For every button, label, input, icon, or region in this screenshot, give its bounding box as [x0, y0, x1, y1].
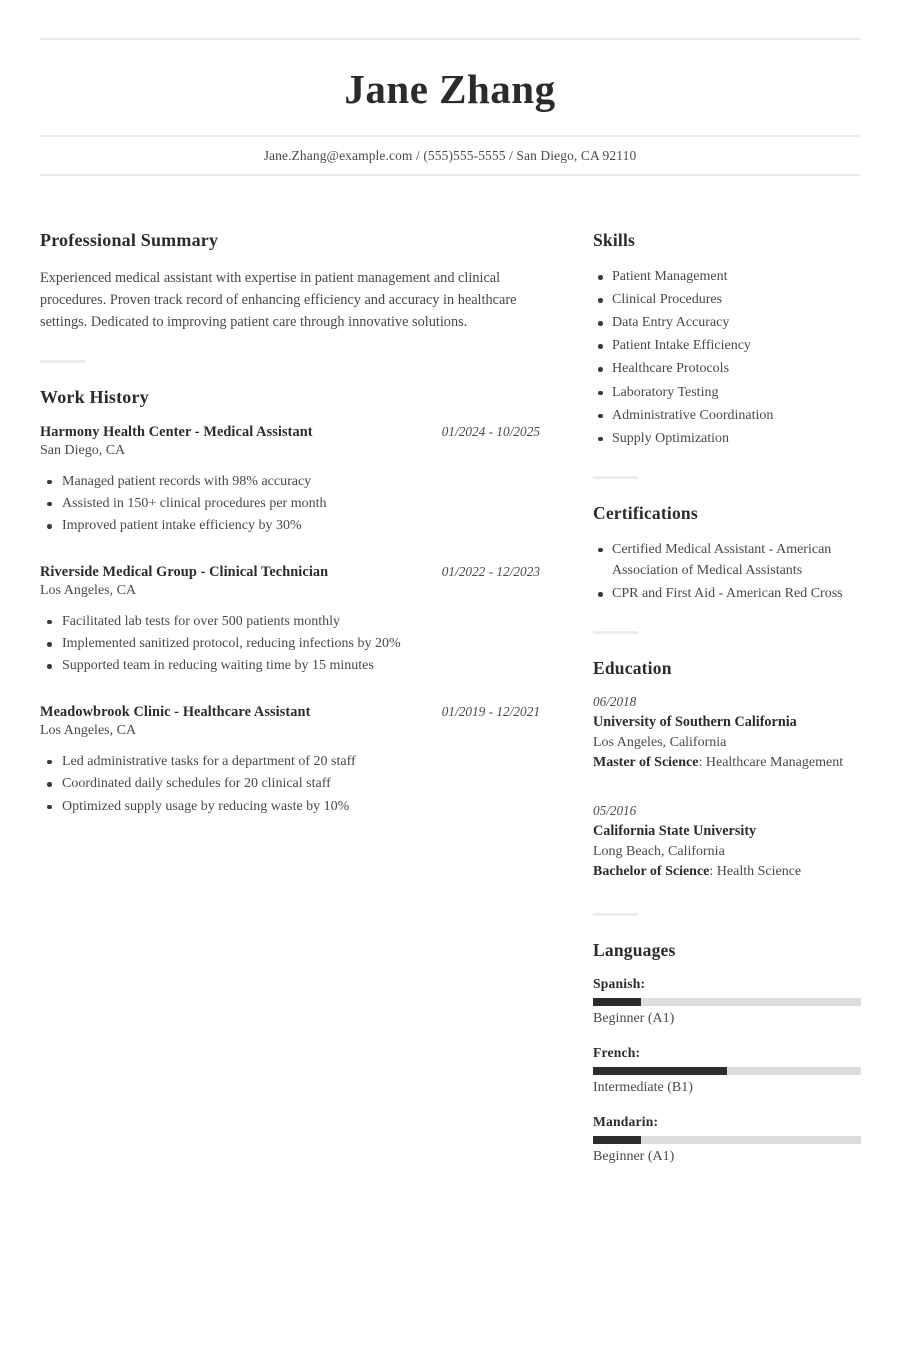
language-proficiency-fill	[593, 998, 641, 1006]
section-divider	[40, 360, 85, 363]
skill-item: Healthcare Protocols	[593, 358, 860, 380]
education-degree	[593, 753, 860, 773]
education-location: Los Angeles, California	[593, 734, 727, 750]
job-bullet: Assisted in 150+ clinical procedures per month	[40, 493, 540, 515]
skill-item: Patient Management	[593, 266, 860, 288]
education-degree	[593, 862, 860, 882]
job-header	[40, 704, 540, 721]
language-name: Spanish:	[593, 975, 646, 991]
header-bottom-rule	[40, 174, 860, 176]
right-column	[560, 230, 860, 1165]
education-school: University of Southern California	[593, 713, 797, 730]
education-degree-label: Bachelor of Science	[593, 864, 710, 880]
skill-item: Clinical Procedures	[593, 289, 860, 311]
resume-body	[0, 230, 900, 1165]
job-title: Harmony Health Center - Medical Assistant	[40, 423, 313, 440]
job-location: San Diego, CA	[40, 442, 126, 458]
language-entry	[593, 976, 860, 1027]
job-dates: 01/2022 - 12/2023	[441, 563, 540, 579]
education-date: 05/2016	[593, 803, 637, 819]
section-divider	[593, 476, 638, 479]
certifications-list	[593, 539, 860, 605]
language-name: Mandarin:	[593, 1113, 659, 1129]
job-location: Los Angeles, CA	[40, 582, 137, 598]
language-level: Beginner (A1)	[593, 1148, 675, 1164]
job-bullet: Managed patient records with 98% accuracy	[40, 471, 540, 493]
section-title-certifications: Certifications	[593, 502, 698, 523]
certification-item: Certified Medical Assistant - American Association of Medical Assistants	[593, 539, 860, 582]
job-dates: 01/2024 - 10/2025	[441, 423, 540, 439]
professional-summary-text: Experienced medical assistant with expertise in patient management and clinical procedures. Proven track record of enhancing efficiency and accuracy in healthcare settings. Dedicated to improving patient care through innovative solutions.	[40, 270, 517, 331]
skills-list	[593, 266, 860, 450]
language-name: French:	[593, 1044, 641, 1060]
certification-item: CPR and First Aid - American Red Cross	[593, 583, 860, 604]
job-bullet: Facilitated lab tests for over 500 patients monthly	[40, 611, 540, 633]
resume-header	[0, 0, 900, 176]
job-bullet: Coordinated daily schedules for 20 clinical staff	[40, 773, 540, 795]
language-proficiency-fill	[593, 1067, 727, 1075]
job-bullet: Optimized supply usage by reducing waste by 10%	[40, 796, 540, 818]
education-school: California State University	[593, 823, 757, 840]
job-bullet: Supported team in reducing waiting time by 15 minutes	[40, 655, 540, 677]
section-title-professional-summary: Professional Summary	[40, 230, 219, 251]
section-title-languages: Languages	[593, 939, 676, 960]
language-entry	[593, 1045, 860, 1096]
left-column	[40, 230, 560, 818]
job-bullet-list	[40, 471, 540, 538]
skill-item: Data Entry Accuracy	[593, 312, 860, 334]
language-proficiency-fill	[593, 1136, 641, 1144]
job-header	[40, 424, 540, 441]
education-degree-label: Master of Science	[593, 754, 699, 770]
language-level: Beginner (A1)	[593, 1010, 675, 1026]
section-title-education: Education	[593, 657, 672, 678]
education-location: Long Beach, California	[593, 844, 725, 860]
job-bullet: Improved patient intake efficiency by 30%	[40, 515, 540, 537]
skill-item: Patient Intake Efficiency	[593, 335, 860, 357]
language-proficiency-bar	[593, 998, 861, 1006]
candidate-name: Jane Zhang	[344, 66, 556, 112]
section-title-work-history: Work History	[40, 386, 149, 407]
job-bullet-list	[40, 751, 540, 818]
education-degree-field: : Health Science	[709, 864, 802, 880]
language-entry	[593, 1114, 860, 1165]
job-location: Los Angeles, CA	[40, 722, 137, 738]
section-divider	[593, 913, 638, 916]
job-dates: 01/2019 - 12/2021	[441, 703, 540, 719]
job-header	[40, 564, 540, 581]
job-title: Meadowbrook Clinic - Healthcare Assistant	[40, 703, 311, 720]
section-title-skills: Skills	[593, 230, 636, 251]
work-history-entry	[40, 704, 540, 818]
skill-item: Supply Optimization	[593, 428, 860, 450]
language-proficiency-bar	[593, 1136, 861, 1144]
work-history-entry	[40, 564, 540, 678]
section-divider	[593, 631, 638, 634]
skill-item: Administrative Coordination	[593, 405, 860, 427]
education-entry	[593, 803, 860, 882]
language-level: Intermediate (B1)	[593, 1079, 693, 1095]
job-bullet-list	[40, 611, 540, 678]
work-history-entry	[40, 424, 540, 538]
job-title: Riverside Medical Group - Clinical Technician	[40, 563, 329, 580]
education-date: 06/2018	[593, 693, 637, 709]
education-degree-field: : Healthcare Management	[698, 754, 844, 770]
skill-item: Laboratory Testing	[593, 382, 860, 404]
language-proficiency-bar	[593, 1067, 861, 1075]
education-entry	[593, 694, 860, 773]
job-bullet: Implemented sanitized protocol, reducing infections by 20%	[40, 633, 540, 655]
job-bullet: Led administrative tasks for a department of 20 staff	[40, 751, 540, 773]
contact-line: Jane.Zhang@example.com / (555)555-5555 / San Diego, CA 92110	[263, 148, 637, 164]
